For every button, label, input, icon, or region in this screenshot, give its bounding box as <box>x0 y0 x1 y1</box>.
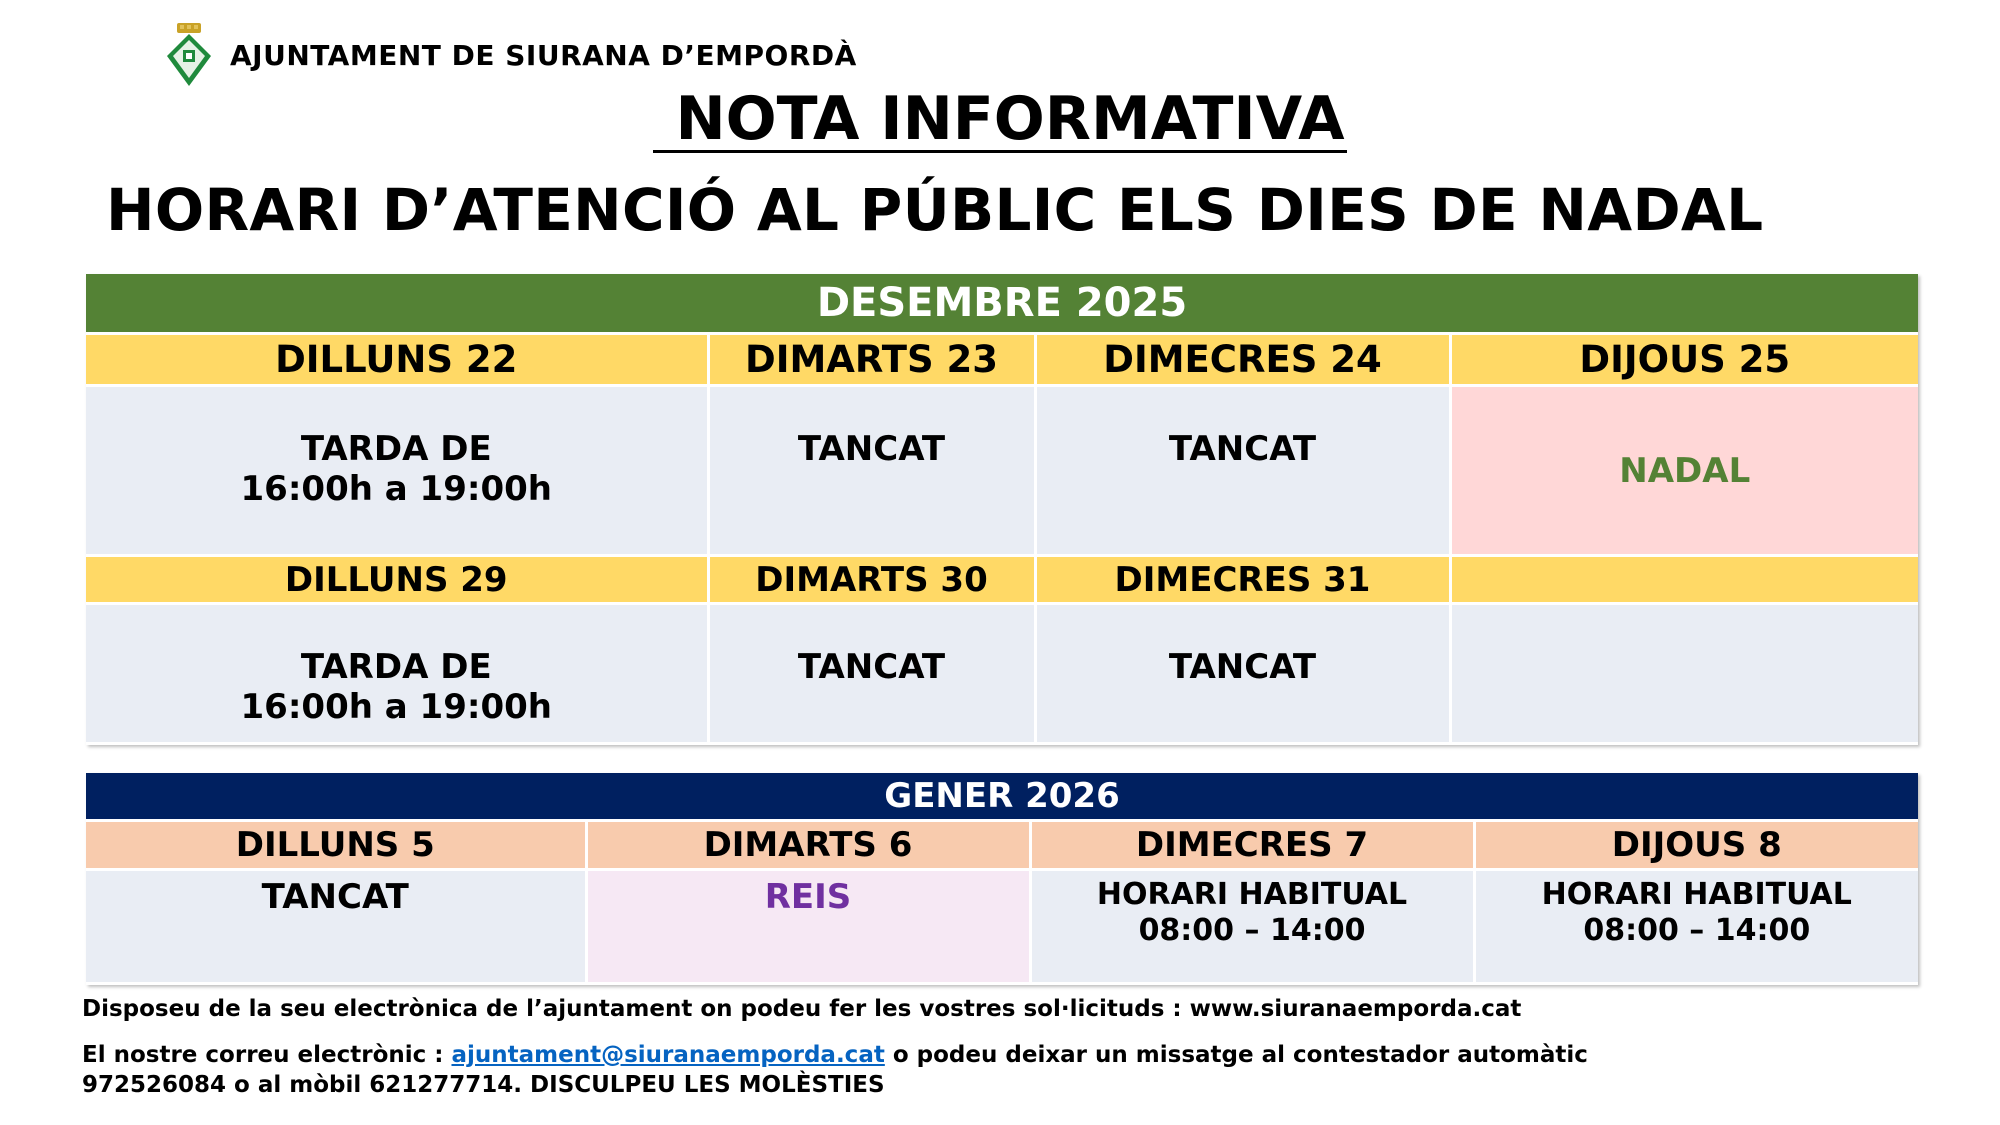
schedule-cell <box>1474 870 1918 984</box>
organization-name: AJUNTAMENT DE SIURANA D’EMPORDÀ <box>230 38 857 72</box>
schedule-cell: TANCAT <box>1035 604 1450 744</box>
schedule-cell <box>1030 870 1474 984</box>
december-month-header: DESEMBRE 2025 <box>86 274 1918 334</box>
day-header: DIMECRES 24 <box>1035 334 1450 386</box>
footer-line-website: Disposeu de la seu electrònica de l’ajuntament on podeu fer les vostres sol·licituds : www.siuranaemporda.cat <box>82 996 1522 1022</box>
day-header: DIMECRES 31 <box>1035 556 1450 604</box>
schedule-line: 08:00 – 14:00 <box>1138 913 1366 948</box>
footer-line-phone: 972526084 o al mòbil 621277714. DISCULPEU LES MOLÈSTIES <box>82 1072 885 1098</box>
schedule-line: HORARI HABITUAL <box>1541 877 1852 912</box>
schedule-line: 08:00 – 14:00 <box>1583 913 1811 948</box>
page-header <box>166 22 857 88</box>
december-week2-hours <box>86 604 1918 744</box>
december-week2-days <box>86 556 1918 604</box>
footer-email-prefix: El nostre correu electrònic : <box>82 1042 444 1068</box>
schedule-line: TARDA DE <box>300 429 492 469</box>
schedule-cell <box>86 386 708 556</box>
december-schedule-table <box>86 274 1918 745</box>
schedule-cell: TANCAT <box>1035 386 1450 556</box>
schedule-cell: TANCAT <box>708 604 1035 744</box>
day-header: DIMARTS 30 <box>708 556 1035 604</box>
holiday-cell: NADAL <box>1450 386 1918 556</box>
december-month-row <box>86 274 1918 334</box>
january-schedule-table <box>86 773 1918 985</box>
day-header: DIMECRES 7 <box>1030 821 1474 870</box>
footer-line-email <box>82 1042 1588 1068</box>
schedule-line: 16:00h a 19:00h <box>240 687 552 727</box>
schedule-line: TARDA DE <box>300 647 492 687</box>
december-week1-days <box>86 334 1918 386</box>
page-subtitle: HORARI D’ATENCIÓ AL PÚBLIC ELS DIES DE NADAL <box>106 176 1764 244</box>
schedule-cell: TANCAT <box>708 386 1035 556</box>
footer-email-suffix: o podeu deixar un missatge al contestador automàtic <box>892 1042 1588 1068</box>
day-header: DIMARTS 6 <box>586 821 1030 870</box>
day-header: DILLUNS 5 <box>86 821 586 870</box>
empty-cell <box>1450 604 1918 744</box>
schedule-line: HORARI HABITUAL <box>1096 877 1408 912</box>
empty-day-header <box>1450 556 1918 604</box>
january-hours <box>86 870 1918 984</box>
day-header: DIJOUS 25 <box>1450 334 1918 386</box>
january-month-header: GENER 2026 <box>86 773 1918 821</box>
schedule-cell: TANCAT <box>86 870 586 984</box>
schedule-line: 16:00h a 19:00h <box>240 469 552 509</box>
day-header: DILLUNS 29 <box>86 556 708 604</box>
schedule-cell <box>86 604 708 744</box>
day-header: DILLUNS 22 <box>86 334 708 386</box>
january-days <box>86 821 1918 870</box>
holiday-cell: REIS <box>586 870 1030 984</box>
january-month-row <box>86 773 1918 821</box>
email-link[interactable]: ajuntament@siuranaemporda.cat <box>451 1042 885 1068</box>
december-week1-hours <box>86 386 1918 556</box>
day-header: DIJOUS 8 <box>1474 821 1918 870</box>
page-title: NOTA INFORMATIVA <box>0 84 2000 154</box>
day-header: DIMARTS 23 <box>708 334 1035 386</box>
municipal-crest-icon <box>166 22 212 88</box>
